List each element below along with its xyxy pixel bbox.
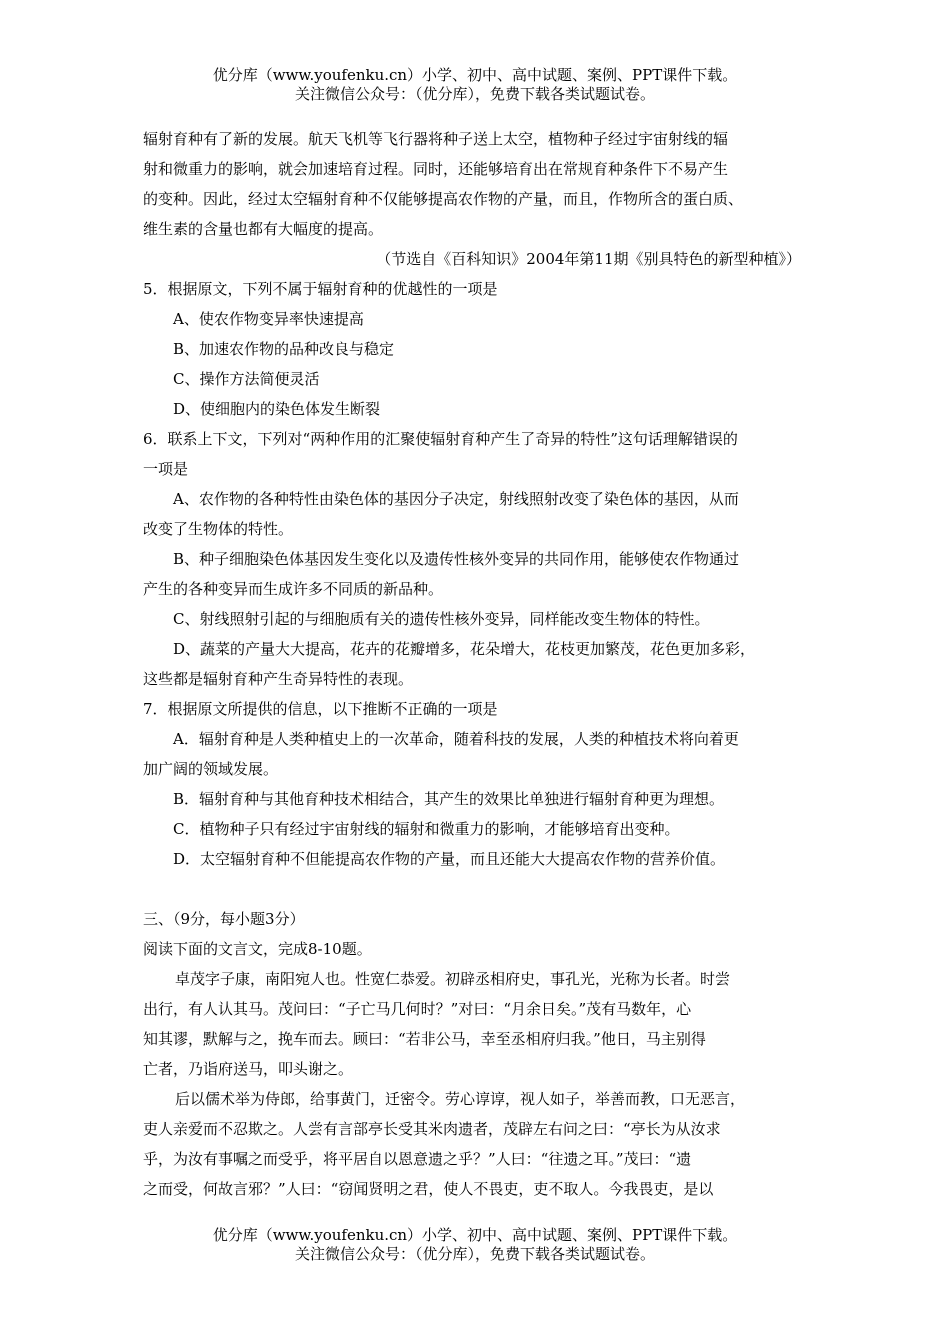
option-c: C、射线照射引起的与细胞质有关的遗传性核外变异，同样能改变生物体的特性。 bbox=[173, 610, 710, 628]
option-d: D、蔬菜的产量大大提高，花卉的花瓣增多，花朵增大，花枝更加繁茂，花色更加多彩， bbox=[173, 640, 756, 658]
option-b: B、种子细胞染色体基因发生变化以及遗传性核外变异的共同作用，能够使农作物通过 bbox=[173, 550, 740, 568]
header-line-2: 关注微信公众号：（优分库），免费下载各类试题试卷。 bbox=[294, 85, 655, 103]
passage bbox=[143, 124, 815, 274]
passage-line: 射和微重力的影响，就会加速培育过程。同时，还能够培育出在常规育种条件下不易产生 bbox=[143, 160, 729, 178]
option-a: A、农作物的各种特性由染色体的基因分子决定，射线照射改变了染色体的基因，从而 bbox=[173, 490, 739, 508]
page-header bbox=[0, 66, 950, 104]
option-a: A、使农作物变异率快速提高 bbox=[173, 310, 364, 328]
question-stem: 5．根据原文，下列不属于辐射育种的优越性的一项是 bbox=[143, 280, 498, 298]
option-b-cont: 产生的各种变异而生成许多不同质的新品种。 bbox=[143, 580, 444, 598]
question-6 bbox=[143, 424, 815, 694]
classical-text-line: 出行，有人认其马。茂问曰：“子亡马几何时？”对曰：“月余日矣。”茂有马数年，心 bbox=[143, 1000, 692, 1018]
option-a-cont: 加广阔的领域发展。 bbox=[143, 760, 279, 778]
section-instruction: 阅读下面的文言文，完成8-10题。 bbox=[143, 940, 372, 958]
option-d: D、使细胞内的染色体发生断裂 bbox=[173, 400, 381, 418]
classical-text-line: 乎，为汝有事嘱之而受乎，将平居自以恩意遗之乎？”人曰：“往遗之耳。”茂曰：“遗 bbox=[143, 1150, 692, 1168]
passage-line: 的变种。因此，经过太空辐射育种不仅能够提高农作物的产量，而且，作物所含的蛋白质、 bbox=[143, 190, 744, 208]
footer-line-1: 优分库（www.youfenku.cn）小学、初中、高中试题、案例、PPT课件下载。 bbox=[212, 1226, 738, 1244]
option-a-cont: 改变了生物体的特性。 bbox=[143, 520, 294, 538]
passage-line: 维生素的含量也都有大幅度的提高。 bbox=[143, 220, 384, 238]
section-heading: 三、（9分，每小题3分） bbox=[143, 910, 305, 928]
page-footer bbox=[0, 1226, 950, 1264]
section-spacer bbox=[143, 874, 815, 904]
classical-text-line: 亡者，乃诣府送马，叩头谢之。 bbox=[143, 1060, 354, 1078]
question-stem-cont: 一项是 bbox=[143, 460, 189, 478]
classical-text-line: 吏人亲爱而不忍欺之。人尝有言部亭长受其米肉遗者，茂辟左右问之曰：“亭长为从汝求 bbox=[143, 1120, 721, 1138]
passage-line: 辐射育种有了新的发展。航天飞机等飞行器将种子送上太空，植物种子经过宇宙射线的辐 bbox=[143, 130, 729, 148]
footer-line-2: 关注微信公众号：（优分库），免费下载各类试题试卷。 bbox=[294, 1245, 655, 1263]
question-5 bbox=[143, 274, 815, 424]
classical-text-line: 卓茂字子康，南阳宛人也。性宽仁恭爱。初辟丞相府史，事孔光，光称为长者。时尝 bbox=[175, 970, 731, 988]
question-stem: 6．联系上下文，下列对“两种作用的汇聚使辐射育种产生了奇异的特性”这句话理解错误的 bbox=[143, 430, 738, 448]
question-stem: 7．根据原文所提供的信息，以下推断不正确的一项是 bbox=[143, 700, 498, 718]
option-b: B．辐射育种与其他育种技术相结合，其产生的效果比单独进行辐射育种更为理想。 bbox=[173, 790, 725, 808]
section-3 bbox=[143, 904, 815, 1204]
option-c: C、操作方法简便灵活 bbox=[173, 370, 320, 388]
option-d: D．太空辐射育种不但能提高农作物的产量，而且还能大大提高农作物的营养价值。 bbox=[173, 850, 726, 868]
classical-text-line: 后以儒术举为侍郎，给事黄门，迁密令。劳心谆谆，视人如子，举善而教，口无恶言， bbox=[175, 1090, 746, 1108]
question-7 bbox=[143, 694, 815, 874]
option-b: B、加速农作物的品种改良与稳定 bbox=[173, 340, 395, 358]
option-c: C．植物种子只有经过宇宙射线的辐射和微重力的影响，才能够培育出变种。 bbox=[173, 820, 680, 838]
classical-text-line: 之而受，何故言邪？”人曰：“窃闻贤明之君，使人不畏吏，吏不取人。今我畏吏，是以 bbox=[143, 1180, 714, 1198]
header-line-1: 优分库（www.youfenku.cn）小学、初中、高中试题、案例、PPT课件下载。 bbox=[212, 66, 738, 84]
option-a: A．辐射育种是人类种植史上的一次革命，随着科技的发展，人类的种植技术将向着更 bbox=[173, 730, 739, 748]
classical-text-line: 知其谬，默解与之，挽车而去。顾曰：“若非公马，幸至丞相府归我。”他日，马主别得 bbox=[143, 1030, 706, 1048]
option-d-cont: 这些都是辐射育种产生奇异特性的表现。 bbox=[143, 670, 414, 688]
document-body bbox=[143, 124, 815, 1204]
passage-source: （节选自《百科知识》2004年第11期《别具特色的新型种植》） bbox=[376, 250, 801, 268]
